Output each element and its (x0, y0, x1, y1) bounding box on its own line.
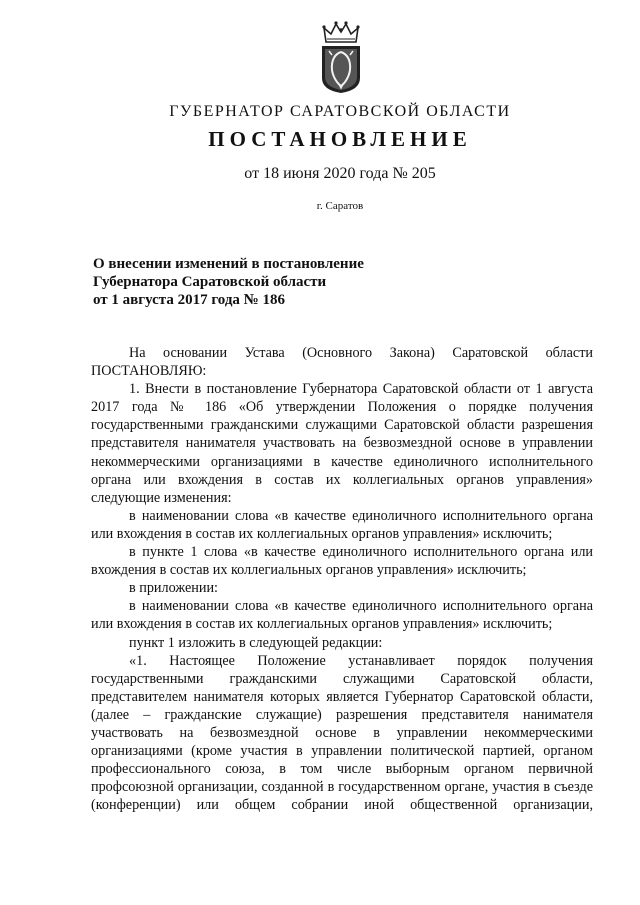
document-type: ПОСТАНОВЛЕНИЕ (208, 127, 472, 151)
subject-line: О внесении изменений в постановление (93, 256, 364, 272)
appendix-clause-intro-paragraph: пункт 1 изложить в следующей редакции: (129, 634, 383, 651)
document-body (91, 344, 593, 814)
amendment-clause-1-paragraph: в пункте 1 слова «в качестве единоличного исполнительного органа или вхождения в состав их коллегиальных органов управления» исключить; (91, 544, 593, 579)
item-1-paragraph: 1. Внести в постановление Губернатора Саратовской области от 1 августа 2017 года № 186 «Об утверждении Положения о порядке получения государственными гражданскими служащими Саратовской области разрешения представителя нанимателя участвовать на безвозмездной основе в управлении некоммерческими организациями в качестве единоличного исполнительного органа или вхождения в состав их коллегиальных органов управления» следующие изменения: (91, 381, 593, 506)
new-clause-1-paragraph: «1. Настоящее Положение устанавливает порядок получения государственными гражданскими служащими Саратовской области, представителем нанимателя которых является Губернатор Саратовской области, (далее – гражданские служащие) разрешения представителя нанимателя участвовать на безвозмездной основе в управлении некоммерческими организациями (кроме участия в управлении политической партией, органом профессионального союза, в том числе выборным органом первичной профсоюзной организации, созданной в государственном органе, участия в съезде (конференции) или общем собрании иной общественной организации, (91, 652, 593, 814)
document-date-number: от 18 июня 2020 года № 205 (244, 165, 436, 182)
document-subject (93, 255, 364, 309)
subject-line: от 1 августа 2017 года № 186 (93, 292, 285, 308)
document-place: г. Саратов (316, 200, 364, 212)
subject-line: Губернатора Саратовской области (93, 274, 327, 290)
saratov-coat-of-arms-icon (318, 20, 364, 94)
amendment-title-paragraph: в наименовании слова «в качестве единоличного исполнительного органа или вхождения в состав их коллегиальных органов управления» исключить; (91, 507, 593, 542)
issuing-authority: ГУБЕРНАТОР САРАТОВСКОЙ ОБЛАСТИ (169, 103, 511, 120)
preamble-paragraph: На основании Устава (Основного Закона) Саратовской области ПОСТАНОВЛЯЮ: (91, 345, 593, 380)
appendix-heading-paragraph: в приложении: (129, 580, 218, 597)
appendix-title-paragraph: в наименовании слова «в качестве единоличного исполнительного органа или вхождения в состав их коллегиальных органов управления» исключить; (91, 598, 593, 633)
